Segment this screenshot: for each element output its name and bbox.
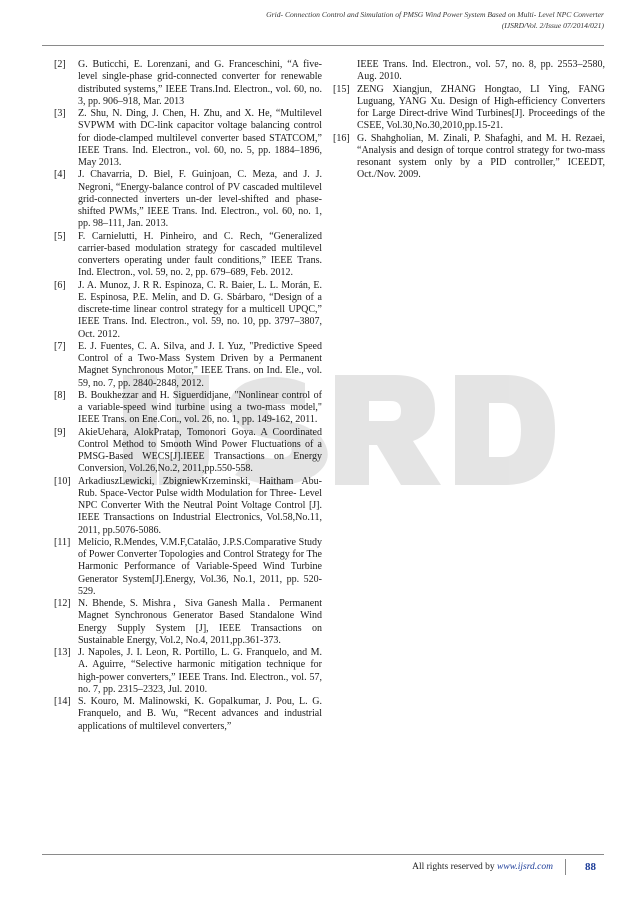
reference-text: Melício, R.Mendes, V.M.F,Catalão, J.P.S.Comparative Study of Power Converter Topologies and Control Strategy for The Harmonic Performance of Variable-Speed Wind Turbine Generator System[J].Energy, Vol.36, No.1, 2011, pp. 520-529.: [78, 536, 322, 597]
reference-text: J. Napoles, J. I. Leon, R. Portillo, L. G. Franquelo, and M. A. Aguirre, “Selective harmonic mitigation technique for high-power converters,” IEEE Trans. Ind. Electron., vol. 57, no. 7, pp. 2315–2323, Jul. 2010.: [78, 647, 322, 695]
reference-text: G. Buticchi, E. Lorenzani, and G. Franceschini, “A five-level single-phase grid-connected converter for renewable distributed systems,” IEEE Trans.Ind. Electron., vol. 60, no. 3, pp. 906–918, Mar. 2013: [78, 59, 322, 107]
reference-number: [16]: [333, 132, 350, 144]
reference-item: [54, 341, 322, 390]
footer-rule: [42, 854, 604, 855]
reference-item: [54, 169, 322, 230]
reference-number: [7]: [54, 340, 66, 352]
reference-item: [333, 133, 605, 182]
reference-item: [54, 647, 322, 696]
reference-number: [12]: [54, 598, 71, 609]
reference-number: [13]: [54, 647, 71, 658]
reference-text: ArkadiuszLewicki, ZbigniewKrzeminski, Haitham Abu- Rub. Space-Vector Pulse width Modulation for Three- Level NPC Converter With the Neutral Point Voltage Control [J]. IEEE Transactions on Industrial Electronics, Vol.58,No.11, 2011, pp.5076-5086.: [78, 475, 322, 536]
page-number: 88: [565, 859, 598, 875]
reference-text: E. J. Fuentes, C. A. Silva, and J. I. Yuz, "Predictive Speed Control of a Two-Mass System Driven by a Permanent Magnet Synchronous Motor," IEEE Trans. on Ind. Ele., vol. 59, no. 7, pp. 2840-2848, 2012.: [78, 340, 322, 389]
reference-number: [333, 59, 357, 84]
reference-number: [5]: [54, 230, 66, 242]
reference-item: [54, 59, 322, 108]
header-rule: [42, 45, 604, 46]
running-header: [266, 9, 604, 31]
reference-number: [10]: [54, 475, 71, 487]
references-column-right: [333, 59, 605, 182]
reference-number: [15]: [333, 83, 350, 95]
reference-number: [2]: [54, 59, 66, 70]
reference-text: J. Chavarria, D. Biel, F. Guinjoan, C. Meza, and J. J. Negroni, “Energy-balance control of PV cascaded multilevel grid-connected inverters un-der level-shifted and phase-shifted PWMs,” IEEE Trans. Ind. Electron., vol. 60, no. 1, pp. 98–111, Jan. 2013.: [78, 169, 322, 230]
reference-text: ZENG Xiangjun, ZHANG Hongtao, LI Ying, FANG Luguang, YANG Xu. Design of High-efficiency Converters for Large Direct-drive Wind Turbines[J]. Proceedings of the CSEE, Vol.30,No.30,2010,pp.15-21.: [357, 83, 605, 132]
reference-item: [54, 390, 322, 427]
reference-text: G. Shahgholian, M. Zinali, P. Shafaghi, and M. H. Rezaei, “Analysis and design of torque control strategy for two-mass resonant system only by a PID controller,” ICEEDT, Oct./Nov. 2009.: [357, 132, 605, 181]
reference-number: [3]: [54, 108, 66, 119]
reference-text: J. A. Munoz, J. R R. Espinoza, C. R. Baier, L. L. Morán, E. E. Espinosa, P.E. Melín, and D. G. Sbárbaro, “Design of a discrete-time linear control strategy for a multicell UPQC,” IEEE Trans. Ind. Electron., vol. 59, no. 10, pp. 3797–3807, Oct. 2012.: [78, 279, 322, 340]
reference-text: AkieUehara, AlokPratap, Tomonori Goya. A Coordinated Control Method to Smooth Wind Power Fluctuations of a PMSG-Based WECS[J].IEEE Transactions on Energy Conversion, Vol.26,No.2, 2011,pp.550-558.: [78, 426, 322, 475]
reference-text: B. Boukhezzar and H. Siguerdidjane, "Nonlinear control of a variable-speed wind turbine using a two-mass model," IEEE Trans. on Ene.Con., vol. 26, no. 1, pp. 149-162, 2011.: [78, 389, 322, 426]
reference-item: [333, 84, 605, 133]
reference-item: [54, 696, 322, 733]
reference-number: [4]: [54, 169, 66, 181]
references-column-left: [54, 59, 322, 733]
header-issue: (IJSRD/Vol. 2/Issue 07/2014/021): [501, 21, 604, 30]
reference-number: [11]: [54, 536, 71, 548]
reference-text: N. Bhende, S. Mishra，Siva Ganesh Malla．Permanent Magnet Synchronous Generator Based Standalone Wind Energy Supply System [J], IEEE Transactions on Sustainable Energy, Vol.2, No.4, 2011,pp.361-373.: [78, 598, 322, 646]
reference-item: [54, 280, 322, 341]
reference-item: [54, 598, 322, 647]
reference-number: [8]: [54, 389, 66, 401]
reference-number: [14]: [54, 696, 71, 707]
reference-item: [54, 476, 322, 537]
reference-text: F. Carnielutti, H. Pinheiro, and C. Rech, “Generalized carrier-based modulation strategy for cascaded multilevel converters operating under fault conditions,” IEEE Trans. Ind. Electron., vol. 59, no. 2, pp. 679–689, Feb. 2012.: [78, 230, 322, 279]
reference-text: S. Kouro, M. Malinowski, K. Gopalkumar, J. Pou, L. G. Franquelo, and B. Wu, “Recent advances and industrial applications of multilevel converters,”: [78, 696, 322, 732]
reference-number: [9]: [54, 426, 66, 438]
footer-rights: [412, 862, 553, 872]
footer-rights-text: All rights reserved by: [412, 862, 498, 872]
reference-item: [54, 108, 322, 169]
reference-item: [54, 537, 322, 598]
header-title: Grid- Connection Control and Simulation of PMSG Wind Power System Based on Multi- Level NPC Converter: [266, 10, 604, 19]
reference-text: IEEE Trans. Ind. Electron., vol. 57, no. 8, pp. 2553–2580, Aug. 2010.: [357, 59, 605, 83]
reference-item: [54, 427, 322, 476]
footer-site-link[interactable]: www.ijsrd.com: [497, 862, 553, 872]
reference-number: [6]: [54, 279, 66, 291]
reference-text: Z. Shu, N. Ding, J. Chen, H. Zhu, and X. He, “Multilevel SVPWM with DC-link capacitor voltage balancing control for diode-clamped multilevel converter based STATCOM,” IEEE Trans. Ind. Electron., vol. 60, no. 5, pp. 1884–1896, May 2013.: [78, 108, 322, 168]
reference-item: [54, 231, 322, 280]
reference-item: [333, 59, 605, 84]
